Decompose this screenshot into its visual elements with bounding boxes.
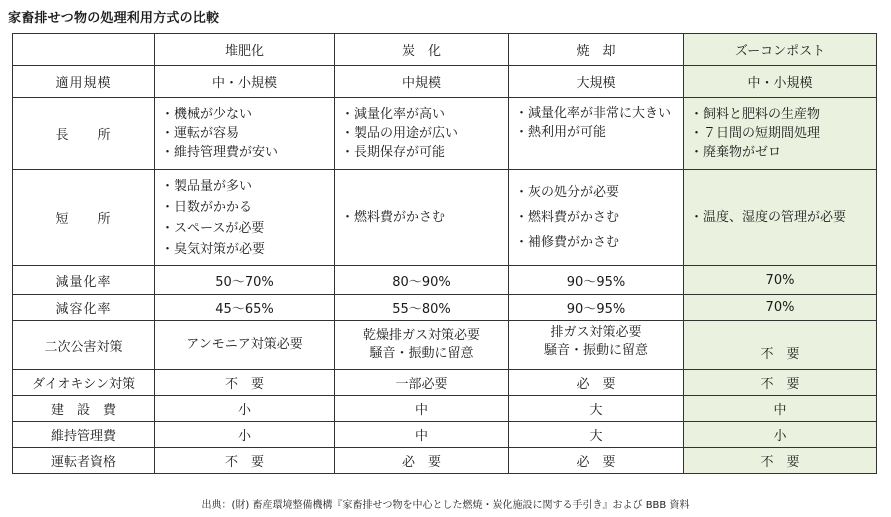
row-label: ダイオキシン対策: [13, 370, 155, 396]
table-cell: 90～95%: [509, 266, 684, 295]
list-item: ・減量化率が非常に大きい: [515, 106, 672, 121]
table-cell: 中: [335, 422, 509, 448]
header-composting: 堆肥化: [155, 34, 335, 66]
header-row: [13, 34, 877, 66]
cell-line: 不 要: [760, 347, 800, 362]
list-item: ・機械が少ない: [161, 107, 253, 122]
list-item: ・長期保存が可能: [341, 145, 446, 160]
row-label: 運転者資格: [13, 448, 155, 474]
point-list: [690, 208, 870, 227]
list-item: ・製品の用途が広い: [341, 126, 459, 141]
table-row: [13, 295, 877, 321]
table-cell: [335, 321, 509, 370]
cell-line: 騒音・振動に留意: [369, 346, 474, 361]
table-cell: 中規模: [335, 66, 509, 98]
row-label: 減容化率: [13, 295, 155, 321]
comparison-table: [12, 33, 877, 474]
table-cell: 不 要: [684, 370, 877, 396]
table-cell: [509, 98, 684, 170]
cell-line: アンモニア対策必要: [186, 337, 303, 352]
table-cell: [155, 170, 335, 266]
list-item: ・維持管理費が安い: [161, 145, 279, 160]
list-item: ・補修費がかさむ: [515, 235, 620, 250]
table-cell: [509, 170, 684, 266]
table-cell: 大: [509, 396, 684, 422]
row-label: 二次公害対策: [13, 321, 155, 370]
table-row: [13, 321, 877, 370]
table-row: [13, 396, 877, 422]
table-cell: 80～90%: [335, 266, 509, 295]
list-item: ・スペースが必要: [161, 220, 265, 236]
row-label: 維持管理費: [13, 422, 155, 448]
table-cell: 小: [684, 422, 877, 448]
table-row: [13, 370, 877, 396]
list-item: ・温度、湿度の管理が必要: [690, 210, 847, 225]
table-cell: 中・小規模: [155, 66, 335, 98]
point-list: [690, 105, 870, 162]
list-item: ・燃料費がかさむ: [341, 210, 446, 225]
table-cell: 45～65%: [155, 295, 335, 321]
table-cell: [684, 321, 877, 370]
table-cell: [155, 98, 335, 170]
table-cell: 小: [155, 422, 335, 448]
table-cell: 大: [509, 422, 684, 448]
table-cell: [684, 170, 877, 266]
table-cell: 中: [684, 396, 877, 422]
point-list: [341, 105, 502, 162]
table-cell: 中: [335, 396, 509, 422]
table-cell: 必 要: [335, 448, 509, 474]
table-cell: 一部必要: [335, 370, 509, 396]
header-carbonization: 炭 化: [335, 34, 509, 66]
list-item: ・７日間の短期間処理: [690, 126, 821, 141]
list-item: ・運転が容易: [161, 126, 240, 141]
table-cell: 70%: [684, 266, 877, 295]
row-label: 短 所: [13, 170, 155, 266]
table-row: [13, 448, 877, 474]
list-item: ・製品量が多い: [161, 178, 253, 194]
table-cell: 90～95%: [509, 295, 684, 321]
source-citation: 出典：(財) 畜産環境整備機構『家畜排せつ物を中心とした燃焼・炭化施設に関する手引き』および BBB 資料: [201, 500, 690, 511]
point-list: [161, 176, 328, 260]
table-cell: 不 要: [155, 370, 335, 396]
table-cell: 70%: [684, 295, 877, 321]
row-label: 長 所: [13, 98, 155, 170]
list-item: ・灰の処分が必要: [515, 185, 620, 200]
point-list: [515, 180, 677, 255]
table-row: [13, 422, 877, 448]
cell-line: 排ガス対策必要: [550, 325, 642, 340]
list-item: ・日数がかかる: [161, 199, 253, 215]
cell-line: 騒音・振動に留意: [543, 343, 648, 358]
table-cell: 小: [155, 396, 335, 422]
table-cell: 50～70%: [155, 266, 335, 295]
table-cell: 大規模: [509, 66, 684, 98]
table-cell: [509, 321, 684, 370]
table-cell: 中・小規模: [684, 66, 877, 98]
point-list: [161, 105, 328, 162]
list-item: ・飼料と肥料の生産物: [690, 107, 821, 122]
table-row: [13, 98, 877, 170]
row-label: 適用規模: [13, 66, 155, 98]
table-row: [13, 266, 877, 295]
list-item: ・熱利用が可能: [515, 125, 607, 140]
table-row: [13, 170, 877, 266]
row-label: 減量化率: [13, 266, 155, 295]
list-item: ・臭気対策が必要: [161, 241, 266, 257]
point-list: [515, 104, 677, 142]
header-zoo-compost: ズーコンポスト: [684, 34, 877, 66]
table-title: 家畜排せつ物の処理利用方式の比較: [8, 11, 220, 26]
list-item: ・燃料費がかさむ: [515, 210, 620, 225]
point-list: [341, 208, 502, 227]
table-cell: 55～80%: [335, 295, 509, 321]
list-item: ・廃棄物がゼロ: [690, 145, 782, 160]
cell-line: 乾燥排ガス対策必要: [362, 328, 480, 343]
table-row: [13, 66, 877, 98]
table-cell: [684, 98, 877, 170]
header-blank: [13, 34, 155, 66]
header-incineration: 焼 却: [509, 34, 684, 66]
table-cell: 不 要: [684, 448, 877, 474]
row-label: 建 設 費: [13, 396, 155, 422]
table-cell: 必 要: [509, 448, 684, 474]
table-cell: 不 要: [155, 448, 335, 474]
list-item: ・減量化率が高い: [341, 107, 446, 122]
table-cell: [335, 98, 509, 170]
table-cell: [335, 170, 509, 266]
table-cell: [155, 321, 335, 370]
table-cell: 必 要: [509, 370, 684, 396]
